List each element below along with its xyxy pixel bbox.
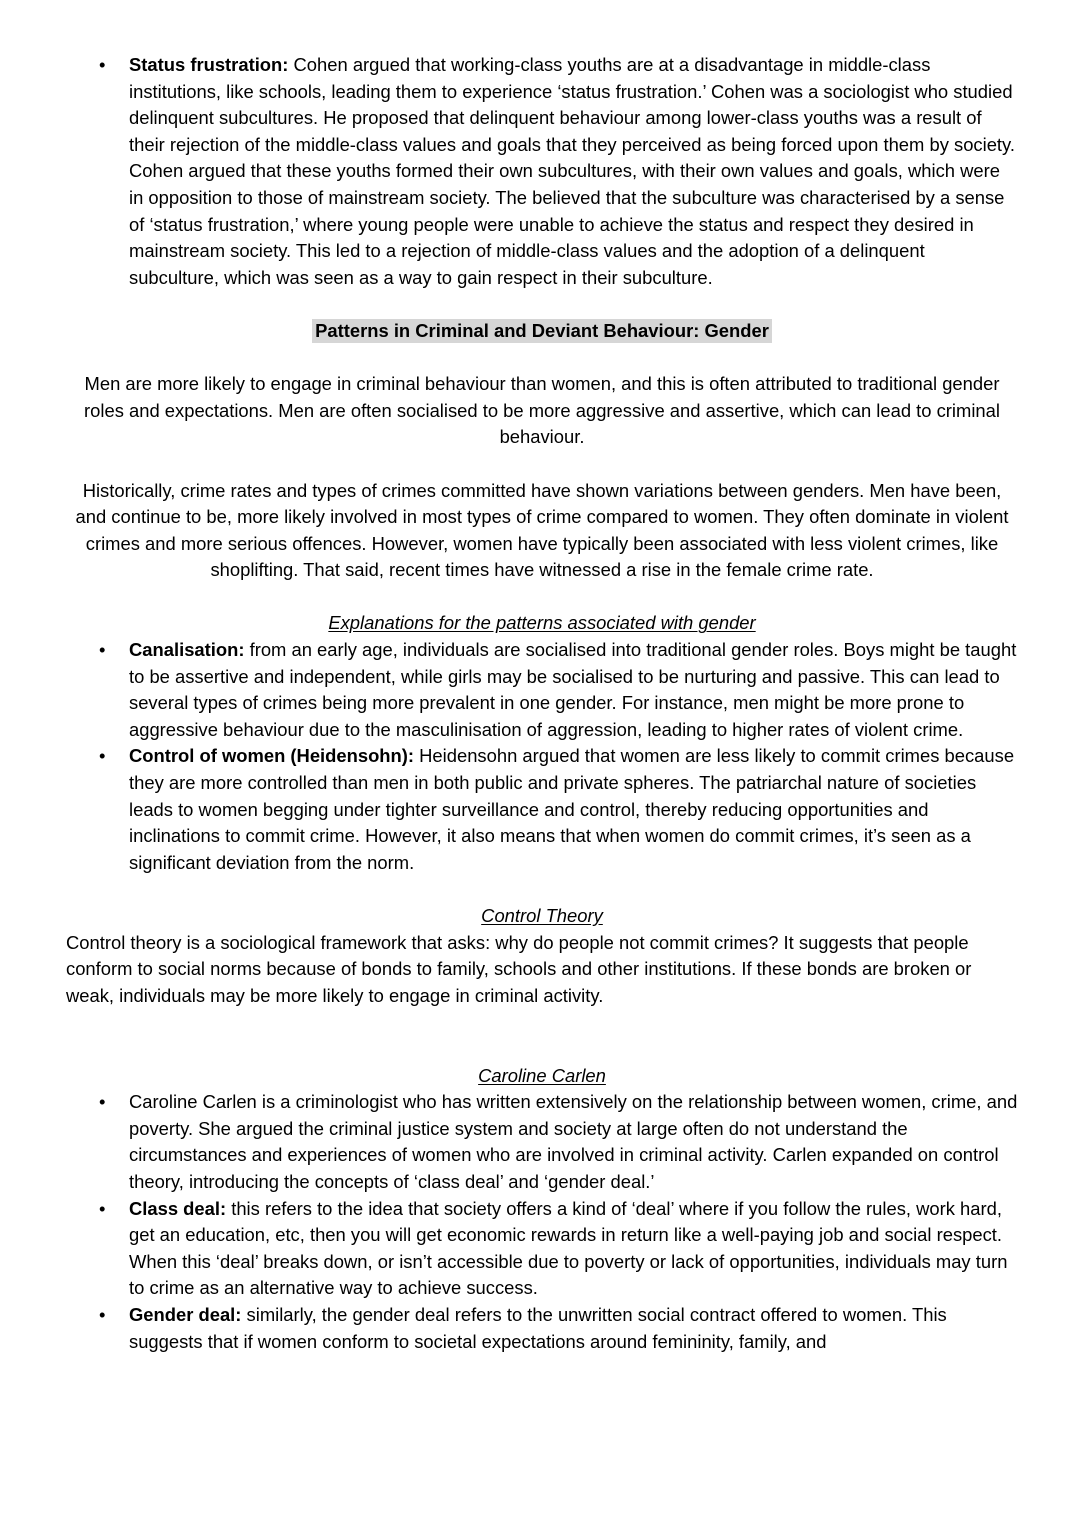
control-theory-paragraph: Control theory is a sociological framework that asks: why do people not commit crimes? It suggests that people conform to social norms because of bonds to family, schools and other institutions. If these bonds are broken or weak, individuals may be more likely to engage in criminal activity. [66, 931, 972, 1006]
spacer [66, 876, 1018, 903]
list-item-control-of-women [66, 743, 1018, 876]
class-deal-lead: Class deal: [129, 1197, 227, 1219]
gender-explanations-list [66, 637, 1018, 876]
gender-intro-paragraph-1: Men are more likely to engage in criminal behaviour than women, and this is often attributed to traditional gender roles and expectations. Men are often socialised to be more aggressive and assertive, which can lead to criminal behaviour. [84, 373, 1000, 448]
status-frustration-lead: Status frustration: [129, 54, 289, 75]
gender-deal-lead: Gender deal: [129, 1303, 242, 1325]
subheading-control-theory: Control Theory [481, 905, 603, 926]
canalisation-body: from an early age, individuals are socialised into traditional gender roles. Boys might be taught to be assertive and independent, while girls may be socialised to be nurturing and passive. This can lead to several types of crimes being more prevalent in one gender. For instance, men might be more prone to aggressive behaviour due to the masculinisation of aggression, leading to higher rates of violent crime. [129, 639, 1017, 740]
list-item-caroline-carlen [66, 1089, 1018, 1195]
subheading-caroline-carlen: Caroline Carlen [478, 1064, 606, 1086]
spacer [66, 584, 1018, 611]
caroline-carlen-list [66, 1089, 1018, 1355]
class-deal-body: this refers to the idea that society offers a kind of ‘deal’ where if you follow the rules, work hard, get an education, etc, then you will get economic rewards in return like a well-paying job and social respect. When this ‘deal’ breaks down, or isn’t accessible due to poverty or lack of opportunities, individuals may turn to crime as an alternative way to achieve success. [129, 1197, 1008, 1299]
subheading-explanations: Explanations for the patterns associated with gender [328, 612, 756, 634]
section-heading-gender [66, 318, 1018, 345]
spacer [66, 451, 1018, 478]
list-item-canalisation [66, 637, 1018, 743]
spacer [66, 345, 1018, 372]
spacer [66, 1009, 1018, 1062]
canalisation-lead: Canalisation: [129, 639, 245, 661]
list-item-status-frustration [66, 52, 1018, 291]
list-item-gender-deal [66, 1302, 1018, 1355]
control-of-women-body: Heidensohn argued that women are less likely to commit crimes because they are more controlled than men in both public and private spheres. The patriarchal nature of societies leads to women begging under tighter surveillance and control, thereby reducing opportunities and inclinations to commit crime. However, it also means that when women do commit crimes, it’s seen as a significant deviation from the norm. [129, 745, 1015, 873]
gender-intro-paragraph-2: Historically, crime rates and types of crimes committed have shown variations between genders. Men have been, and continue to be, more likely involved in most types of crime compared to women. They often dominate in violent crimes and more serious offences. However, women have typically been associated with less violent crimes, like shoplifting. That said, recent times have witnessed a rise in the female crime rate. [75, 479, 1009, 581]
section-heading-gender-text: Patterns in Criminal and Deviant Behaviour: Gender [312, 319, 772, 343]
gender-deal-body: similarly, the gender deal refers to the unwritten social contract offered to women. This suggests that if women conform to societal expectations around femininity, family, and [129, 1303, 947, 1352]
status-frustration-list [66, 52, 1018, 291]
caroline-carlen-body: Caroline Carlen is a criminologist who has written extensively on the relationship between women, crime, and poverty. She argued the criminal justice system and society at large often do not understand the circumstances and experiences of women who are involved in criminal activity. Carlen expanded on control theory, introducing the concepts of ‘class deal’ and ‘gender deal.’ [129, 1091, 1018, 1192]
spacer [66, 291, 1018, 318]
list-item-class-deal [66, 1196, 1018, 1302]
document-body [66, 52, 1018, 1355]
control-of-women-lead: Control of women (Heidensohn): [129, 745, 415, 767]
status-frustration-body: Cohen argued that working-class youths are at a disadvantage in middle-class institutions, like schools, leading them to experience ‘status frustration.’ Cohen was a sociologist who studied delinquent subcultures. He proposed that delinquent behaviour among lower-class youths was a result of their rejection of the middle-class values and goals that they perceived as being forced upon them by society. Cohen argued that these youths formed their own subcultures, with their own values and goals, which were in opposition to those of mainstream society. The believed that the subculture was characterised by a sense of ‘status frustration,’ where young people were unable to achieve the status and respect they desired in mainstream society. This led to a rejection of middle-class values and the adoption of a delinquent subculture, which was seen as a way to gain respect in their subculture. [129, 54, 1015, 288]
